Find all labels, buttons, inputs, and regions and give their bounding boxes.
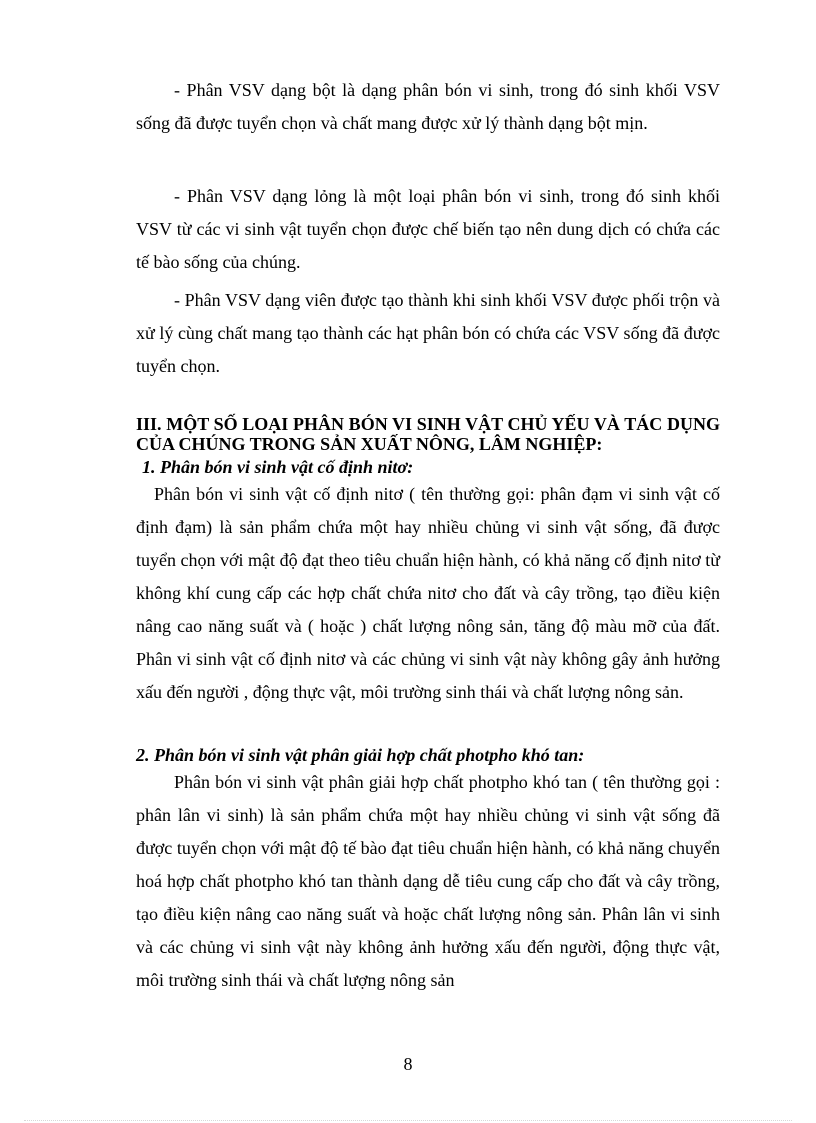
- subsection-2-title: 2. Phân bón vi sinh vật phân giải hợp chất photpho khó tan:: [136, 745, 585, 765]
- paragraph-pellet-fertilizer: - Phân VSV dạng viên được tạo thành khi sinh khối VSV được phối trộn và xử lý cùng chất mang tạo thành các hạt phân bón có chứa các VSV sống đã được tuyển chọn.: [136, 290, 720, 376]
- paragraph-powder-fertilizer: - Phân VSV dạng bột là dạng phân bón vi sinh, trong đó sinh khối VSV sống đã được tuyển chọn và chất mang được xử lý thành dạng bột mịn.: [136, 80, 720, 133]
- subsection-1-body: Phân bón vi sinh vật cố định nitơ ( tên thường gọi: phân đạm vi sinh vật cố định đạm) là sản phẩm chứa một hay nhiều chủng vi sinh vật sống, đã được tuyển chọn với mật độ đạt theo tiêu chuẩn hiện hành, có khả năng cố định nitơ từ không khí cung cấp các hợp chất chứa nitơ cho đất và cây trồng, tạo điều kiện nâng cao năng suất và ( hoặc ) chất lượng nông sản, tăng độ màu mỡ của đất. Phân vi sinh vật cố định nitơ và các chủng vi sinh vật này không gây ảnh hưởng xấu đến người , động thực vật, môi trường sinh thái và chất lượng nông sản.: [136, 484, 720, 702]
- page-bottom-divider: [24, 1120, 792, 1121]
- paragraph-liquid-fertilizer: - Phân VSV dạng lỏng là một loại phân bón vi sinh, trong đó sinh khối VSV từ các vi sinh vật tuyển chọn được chế biến tạo nên dung dịch có chứa các tế bào sống của chúng.: [136, 186, 720, 272]
- section-heading: III. MỘT SỐ LOẠI PHÂN BÓN VI SINH VẬT CHỦ YẾU VÀ TÁC DỤNG CỦA CHÚNG TRONG SẢN XUẤT NÔNG, LÂM NGHIỆP:: [136, 414, 720, 454]
- page-number: 8: [403, 1054, 413, 1074]
- subsection-1-title: 1. Phân bón vi sinh vật cố định nitơ:: [142, 457, 414, 477]
- subsection-2-body: Phân bón vi sinh vật phân giải hợp chất photpho khó tan ( tên thường gọi : phân lân vi sinh) là sản phẩm chứa một hay nhiều chủng vi sinh vật sống đã được tuyển chọn với mật độ tế bào đạt tiêu chuẩn hiện hành, có khả năng chuyển hoá hợp chất photpho khó tan thành dạng dễ tiêu cung cấp cho đất và cây trồng, tạo điều kiện nâng cao năng suất và hoặc chất lượng nông sản. Phân lân vi sinh và các chủng vi sinh vật này không ảnh hưởng xấu đến người, động thực vật, môi trường sinh thái và chất lượng nông sản: [136, 772, 720, 990]
